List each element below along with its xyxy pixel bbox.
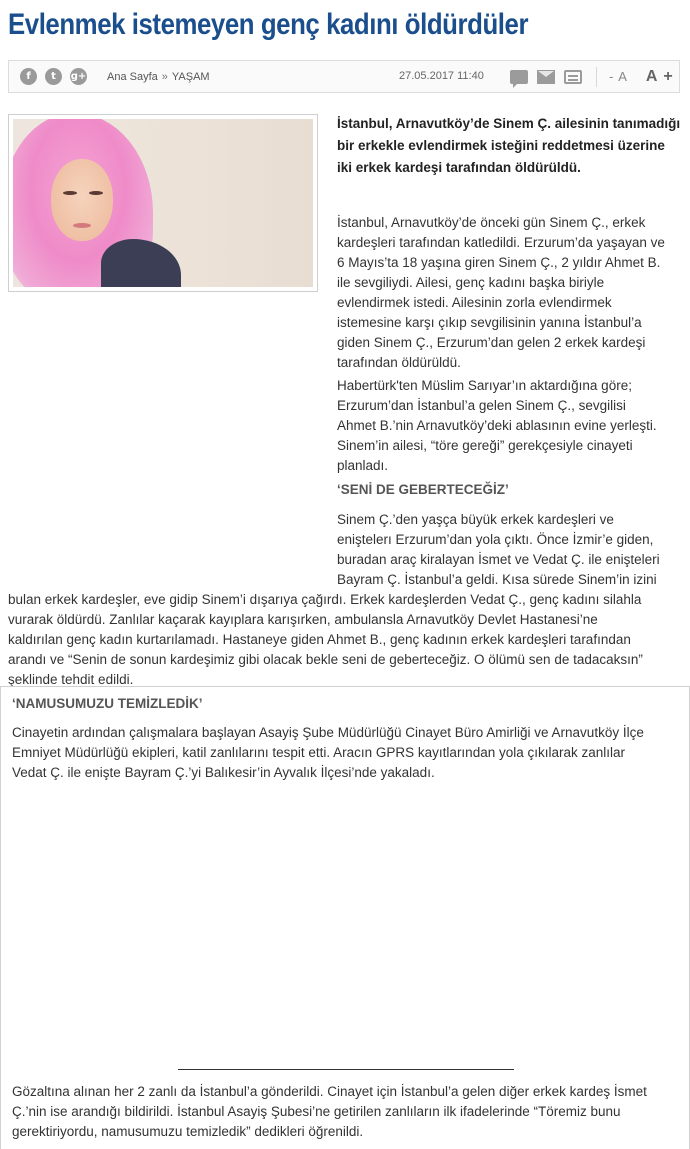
- text-line: şeklinde tehdit edildi.: [8, 672, 134, 687]
- paragraph-3-narrow: [337, 510, 682, 590]
- article-photo: [8, 114, 318, 292]
- article-toolbar: [8, 60, 680, 93]
- article-title: Evlenmek istemeyen genç kadını öldürdüler: [8, 8, 529, 41]
- text-line: Habertürk'ten Müslim Sarıyar’ın aktardığına göre;: [337, 378, 632, 393]
- breadcrumb: [107, 71, 210, 83]
- twitter-icon[interactable]: t: [45, 68, 62, 85]
- text-line: Emniyet Müdürlüğü ekipleri, katil zanlılarını tespit etti. Aracın GPRS kayıtlarından yola çıkılarak zanlılar: [12, 745, 626, 760]
- text-line: bulan erkek kardeşler, eve gidip Sinem’i dışarıya çağırdı. Erkek kardeşlerden Vedat Ç., genç kadını silahla: [8, 592, 642, 607]
- text-line: vurarak öldürdü. Zanlılar kaçarak kayıplara karışırken, ambulansla Arnavutköy Devlet Hastanesi’ne: [8, 612, 598, 627]
- text-line: eniştelerı Erzurum’dan yola çıktı. Önce İzmir’e giden,: [337, 532, 654, 547]
- text-line: Cinayetin ardından çalışmalara başlayan Asayiş Şube Müdürlüğü Cinayet Büro Amirliği ve Arnavutköy İlçe: [12, 725, 644, 740]
- text-line: istemesine karşı çıkıp sevgilisinin yanına İstanbul’a: [337, 315, 642, 330]
- text-line: evlendirmek istedi. Ailesinin zorla evlendirmek: [337, 295, 612, 310]
- breadcrumb-separator: »: [161, 70, 168, 83]
- text-line: Sinem Ç.’den yaşça büyük erkek kardeşleri ve: [337, 512, 614, 527]
- text-line: Bayram Ç. İstanbul’a geldi. Kısa sürede Sinem’in izini: [337, 572, 657, 587]
- paragraph-3-wide: [8, 590, 683, 690]
- text-line: Ahmet B.’nin Arnavutköy’deki ablasının evine yerleşti.: [337, 418, 657, 433]
- subheading-2: ‘NAMUSUMUZU TEMİZLEDİK’: [12, 696, 203, 711]
- text-line: ile sevgiliydi. Ailesi, genç kadını başka biriyle: [337, 275, 605, 290]
- text-line: Erzurum’dan İstanbul’a gelen Sinem Ç., sevgilisi: [337, 398, 626, 413]
- separator-line: [178, 1069, 514, 1070]
- print-icon[interactable]: [564, 70, 582, 84]
- breadcrumb-home[interactable]: Ana Sayfa: [107, 70, 158, 83]
- breadcrumb-section[interactable]: YAŞAM: [171, 70, 210, 83]
- paragraph-5: [12, 1082, 684, 1142]
- text-line: kaldırılan genç kadın kurtarılamadı. Hastaneye giden Ahmet B., genç kadının erkek kardeşleri tarafından: [8, 632, 631, 647]
- text-line: buradan araç kiralayan İsmet ve Vedat Ç. ile enişteleri: [337, 552, 660, 567]
- comment-icon[interactable]: [510, 70, 528, 84]
- text-line: tarafından öldürüldü.: [337, 355, 461, 370]
- google-plus-icon[interactable]: g+: [70, 68, 87, 85]
- social-share: [20, 68, 87, 85]
- article-tools: [501, 61, 674, 92]
- subheading-1: ‘SENİ DE GEBERTECEĞİZ’: [337, 482, 509, 497]
- text-line: arandı ve “Senin de sonun kardeşimiz gibi olacak bekle seni de geberteceğiz. O ölümü sen de tadacaksın”: [8, 652, 643, 667]
- paragraph-4: [12, 723, 684, 783]
- portrait-image: [13, 119, 313, 287]
- mail-icon[interactable]: [537, 70, 555, 84]
- tools-divider: [596, 67, 597, 87]
- font-decrease-button[interactable]: - A: [609, 69, 628, 84]
- text-line: Vedat Ç. ile enişte Bayram Ç.’yi Balıkesir’in Ayvalık İlçesi’nde yakaladı.: [12, 765, 435, 780]
- text-line: Sinem’in ailesi, “töre gereği” gerekçesiyle cinayeti: [337, 438, 633, 453]
- paragraph-1: [337, 213, 682, 373]
- text-line: Ç.’nin ise arandığı bildirildi. İstanbul Asayiş Şubesi’ne getirilen zanlıların ilk ifadelerinde “Töremiz bunu: [12, 1104, 621, 1119]
- facebook-icon[interactable]: f: [20, 68, 37, 85]
- article-lead: İstanbul, Arnavutköy’de Sinem Ç. ailesinin tanımadığı bir erkekle evlendirmek isteğini reddetmesi üzerine iki erkek kardeşi tarafından öldürüldü.: [337, 116, 681, 175]
- paragraph-2: [337, 376, 682, 476]
- text-line: planladı.: [337, 458, 389, 473]
- text-line: İstanbul, Arnavutköy’de önceki gün Sinem Ç., erkek: [337, 215, 646, 230]
- text-line: kardeşleri tarafından katledildi. Erzurum’da yaşayan ve: [337, 235, 665, 250]
- text-line: giden Sinem Ç., Erzurum’dan gelen 2 erkek kardeşi: [337, 335, 646, 350]
- publish-date: 27.05.2017 11:40: [399, 70, 484, 82]
- text-line: 6 Mayıs’ta 18 yaşına giren Sinem Ç., 2 yıldır Ahmet B.: [337, 255, 661, 270]
- font-increase-button[interactable]: A +: [645, 67, 674, 85]
- text-line: Gözaltına alınan her 2 zanlı da İstanbul’a gönderildi. Cinayet için İstanbul’a gelen diğer erkek kardeş İsmet: [12, 1084, 647, 1099]
- text-line: gerektiriyordu, namusumuzu temizledik” dedikleri öğrenildi.: [12, 1124, 364, 1139]
